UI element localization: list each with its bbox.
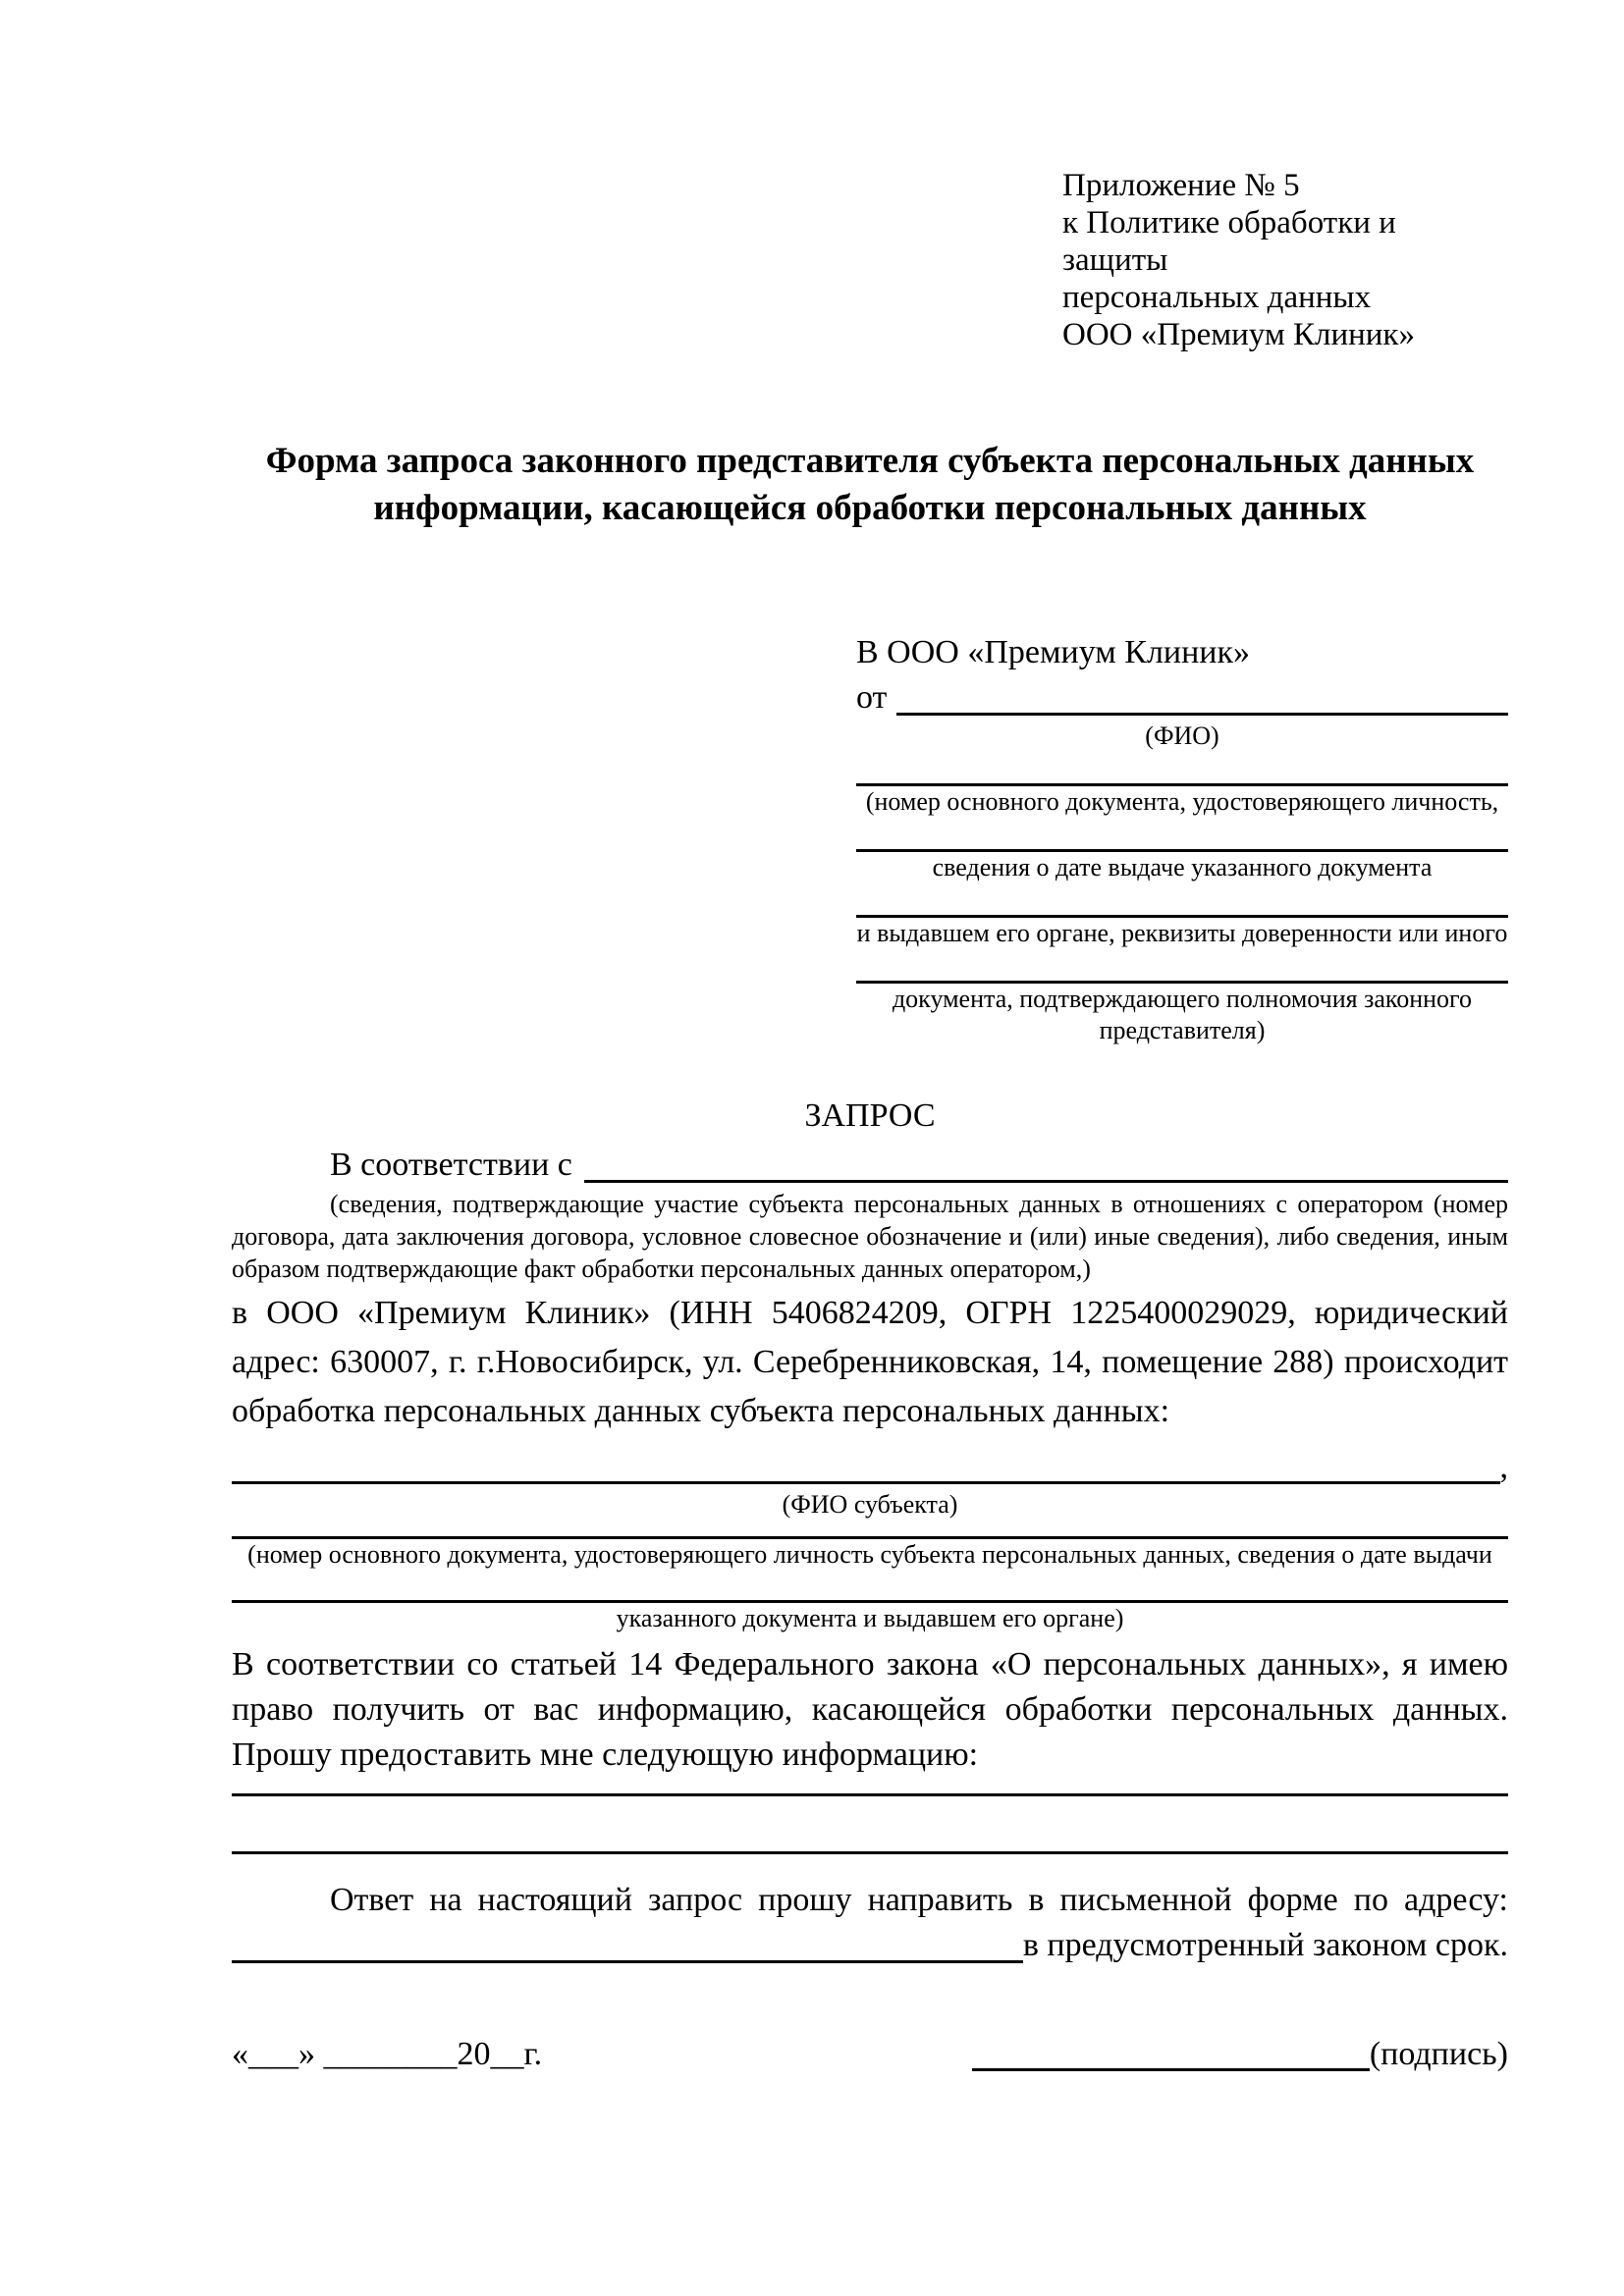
address-field-line[interactable]	[232, 1923, 1023, 1963]
subject-fio-field-line[interactable]	[232, 1446, 1500, 1484]
representative-doc-group-3	[856, 915, 1508, 949]
requested-info-field-line-1[interactable]	[232, 1793, 1508, 1796]
request-heading: ЗАПРОС	[804, 1097, 936, 1134]
document-title-line-1: Форма запроса законного представителя субъекта персональных данных	[265, 441, 1475, 481]
subject-doc-caption-1: (номер основного документа, удостоверяющего личность субъекта персональных данных, сведения о дате выдачи	[247, 1540, 1492, 1569]
basis-row	[232, 1143, 1508, 1188]
subject-fio-row	[232, 1446, 1508, 1489]
from-label: от	[856, 679, 888, 716]
law-paragraph: В соответствии со статьей 14 Федерального закона «О персональных данных», я имею право получить от вас информацию, касающейся обработки персональных данных. Прошу предоставить мне следующую информацию:	[232, 1646, 1508, 1773]
document-title	[232, 438, 1508, 532]
operator-paragraph: в ООО «Премиум Клиник» (ИНН 5406824209, ОГРН 1225400029029, юридический адрес: 630007, г. г.Новосибирск, ул. Серебренниковская, 14, помещение 288) происходит обработка персональных данных субъекта персональных данных:	[232, 1295, 1508, 1429]
appendix-note-line: к Политике обработки и защиты	[1062, 205, 1396, 278]
signature-field-line[interactable]	[972, 2033, 1370, 2071]
representative-fio-field-line[interactable]	[896, 675, 1508, 716]
appendix-note	[1062, 167, 1508, 353]
subject-doc-group-1	[232, 1536, 1508, 1571]
subject-doc-caption-2: указанного документа и выдавшем его органе)	[616, 1604, 1124, 1632]
representative-doc-group-2	[856, 849, 1508, 883]
date-signature-row	[232, 2033, 1508, 2076]
representative-doc-caption-4: документа, подтверждающего полномочия законного представителя)	[892, 985, 1473, 1044]
subject-doc-group-2	[232, 1600, 1508, 1634]
representative-fio-caption: (ФИО)	[1145, 721, 1219, 750]
representative-doc-group-1	[856, 783, 1508, 818]
from-row	[856, 675, 1508, 721]
subject-fio-comma: ,	[1499, 1449, 1508, 1485]
addressee-organization: В ООО «Премиум Клиник»	[856, 634, 1251, 670]
basis-prefix: В соответствии с	[330, 1147, 572, 1183]
appendix-note-line: Приложение № 5	[1062, 168, 1300, 203]
addressee-block	[856, 630, 1508, 1046]
subject-fio-caption: (ФИО субъекта)	[782, 1490, 958, 1519]
appendix-note-line: персональных данных	[1062, 280, 1372, 315]
representative-doc-group-4	[856, 981, 1508, 1046]
basis-field-line[interactable]	[584, 1143, 1508, 1183]
date-placeholder[interactable]: «___» ________20__г.	[232, 2036, 543, 2072]
answer-suffix: в предусмотренный законом срок.	[1022, 1927, 1508, 1963]
answer-paragraph-line-2	[232, 1923, 1508, 1968]
representative-doc-caption-3: и выдавшем его органе, реквизиты доверенности или иного	[856, 919, 1508, 947]
requested-info-field-line-2[interactable]	[232, 1851, 1508, 1854]
document-title-line-2: информации, касающейся обработки персональных данных	[373, 488, 1367, 528]
representative-doc-caption-2: сведения о дате выдаче указанного документа	[932, 853, 1433, 881]
footer-spacer	[542, 2033, 972, 2076]
answer-paragraph-line-1: Ответ на настоящий запрос прошу направить в письменной форме по адресу:	[330, 1882, 1508, 1918]
basis-footnote: (сведения, подтверждающие участие субъекта персональных данных в отношениях с оператором (номер договора, дата заключения договора, условное словесное обозначение и (или) иные сведения), либо сведения, иным образом подтверждающие факт обработки персональных данных оператором,)	[232, 1190, 1508, 1283]
appendix-note-line: ООО «Премиум Клиник»	[1062, 317, 1415, 352]
signature-caption: (подпись)	[1369, 2036, 1508, 2072]
representative-doc-caption-1: (номер основного документа, удостоверяющего личность,	[865, 787, 1499, 816]
